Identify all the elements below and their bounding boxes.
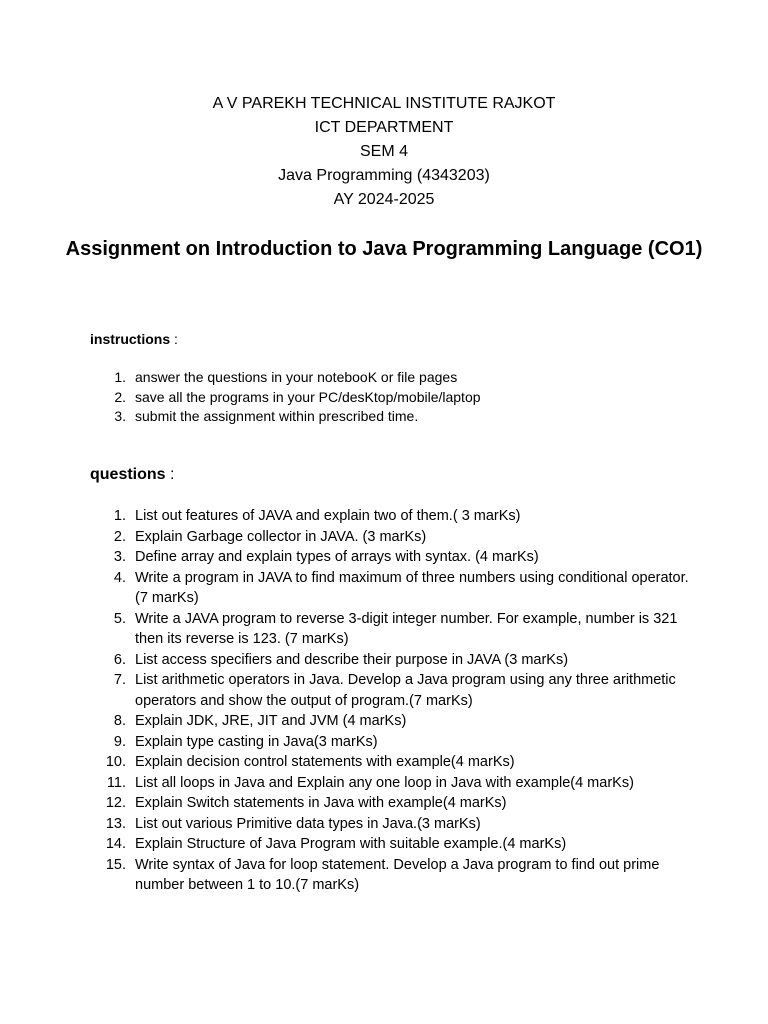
question-number: 7. bbox=[113, 672, 126, 688]
instructions-list bbox=[0, 368, 695, 427]
institute-name: A V PAREKH TECHNICAL INSTITUTE RAJKOT bbox=[212, 95, 556, 112]
question-item bbox=[0, 773, 695, 794]
question-text: Explain Garbage collector in JAVA. (3 marKs) bbox=[135, 528, 427, 545]
question-item bbox=[0, 711, 695, 732]
question-item bbox=[0, 752, 695, 773]
question-item bbox=[0, 793, 695, 814]
question-text: Write a JAVA program to reverse 3-digit integer number. For example, number is 321 then its reverse is 123. (7 marKs) bbox=[135, 610, 678, 647]
list-item bbox=[0, 388, 695, 408]
question-text: List all loops in Java and Explain any one loop in Java with example(4 marKs) bbox=[135, 774, 634, 791]
question-text: Define array and explain types of arrays with syntax. (4 marKs) bbox=[135, 549, 539, 565]
question-number: 5. bbox=[113, 610, 126, 627]
instructions-heading-label: instructions bbox=[90, 331, 171, 347]
questions-heading-label: questions bbox=[90, 466, 166, 483]
questions-heading-colon: : bbox=[170, 466, 175, 483]
question-text: Explain Switch statements in Java with example(4 marKs) bbox=[135, 795, 507, 811]
list-item-number: 2. bbox=[114, 388, 126, 405]
question-item bbox=[0, 650, 695, 671]
question-text: List access specifiers and describe their purpose in JAVA (3 marKs) bbox=[135, 651, 569, 668]
department-name: ICT DEPARTMENT bbox=[314, 119, 454, 136]
question-text: Explain decision control statements with example(4 marKs) bbox=[135, 754, 515, 770]
instructions-heading bbox=[90, 329, 178, 349]
list-item-text: save all the programs in your PC/desKtop/mobile/laptop bbox=[135, 388, 481, 405]
question-number: 2. bbox=[113, 528, 126, 545]
question-item bbox=[0, 732, 695, 753]
question-item bbox=[0, 834, 695, 855]
question-item bbox=[0, 568, 695, 609]
question-item bbox=[0, 814, 695, 835]
list-item bbox=[0, 368, 695, 388]
question-text: List out various Primitive data types in Java.(3 marKs) bbox=[135, 815, 481, 832]
question-text: List out features of JAVA and explain two of them.( 3 marKs) bbox=[135, 508, 521, 524]
question-number: 3. bbox=[113, 549, 126, 565]
question-item bbox=[0, 609, 695, 650]
question-text: Explain Structure of Java Program with suitable example.(4 marKs) bbox=[135, 836, 567, 852]
list-item-text: answer the questions in your notebooK or file pages bbox=[135, 369, 458, 385]
question-number: 12. bbox=[105, 795, 126, 811]
list-item-number: 3. bbox=[114, 408, 126, 424]
question-text: List arithmetic operators in Java. Develop a Java program using any three arithmetic operators and show the output of program.(7 marKs) bbox=[135, 672, 676, 709]
question-number: 1. bbox=[113, 508, 126, 524]
question-item bbox=[0, 855, 695, 896]
question-text: Explain JDK, JRE, JIT and JVM (4 marKs) bbox=[135, 713, 407, 729]
question-text: Explain type casting in Java(3 marKs) bbox=[135, 733, 378, 750]
question-number: 15. bbox=[105, 856, 126, 873]
list-item-text: submit the assignment within prescribed time. bbox=[135, 408, 419, 424]
question-text: Write a program in JAVA to find maximum of three numbers using conditional operator.(7 marKs) bbox=[135, 569, 689, 606]
question-number: 6. bbox=[113, 651, 126, 668]
question-item bbox=[0, 670, 695, 711]
question-number: 11. bbox=[106, 774, 126, 791]
question-item bbox=[0, 547, 695, 568]
question-item bbox=[0, 506, 695, 527]
list-item-number: 1. bbox=[114, 369, 126, 385]
assignment-title: Assignment on Introduction to Java Programming Language (CO1) bbox=[65, 238, 703, 260]
question-number: 14. bbox=[105, 836, 126, 852]
question-number: 8. bbox=[113, 713, 126, 729]
question-number: 9. bbox=[113, 733, 126, 750]
semester-label: SEM 4 bbox=[359, 143, 408, 160]
question-item bbox=[0, 527, 695, 548]
question-number: 13. bbox=[105, 815, 126, 832]
question-number: 4. bbox=[113, 569, 126, 586]
instructions-heading-colon: : bbox=[174, 331, 178, 347]
list-item bbox=[0, 407, 695, 427]
question-number: 10. bbox=[105, 754, 126, 770]
questions-list bbox=[0, 506, 695, 896]
questions-heading bbox=[90, 464, 174, 486]
document-header bbox=[0, 92, 768, 212]
academic-year: AY 2024-2025 bbox=[333, 191, 435, 208]
subject-name: Java Programming (4343203) bbox=[278, 167, 490, 184]
question-text: Write syntax of Java for loop statement. Develop a Java program to find out prime number between 1 to 10.(7 marKs) bbox=[135, 856, 660, 893]
